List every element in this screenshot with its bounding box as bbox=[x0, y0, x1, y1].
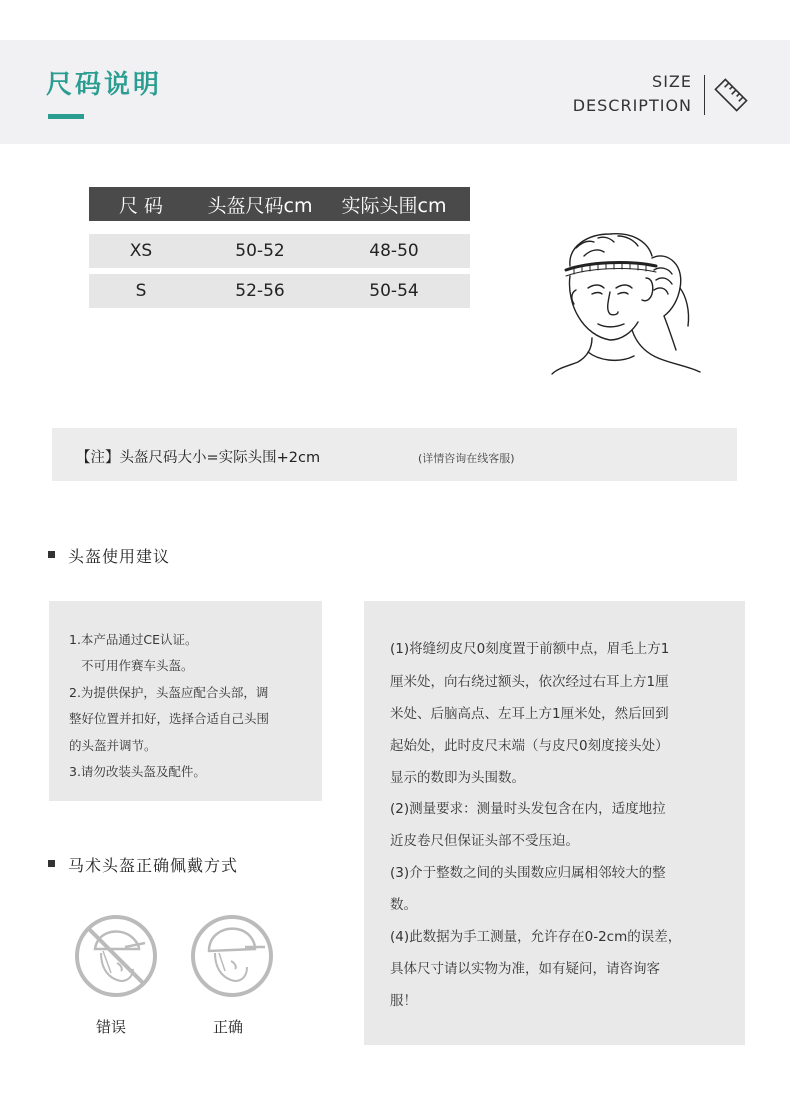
head-size-cell: 48-50 bbox=[369, 241, 419, 261]
section-bullet bbox=[48, 551, 55, 558]
page-title: 尺码说明 bbox=[46, 70, 163, 100]
correct-wearing-icon bbox=[189, 913, 275, 999]
measure-line: 数。 bbox=[390, 897, 417, 913]
title-underline bbox=[48, 114, 84, 119]
size-table-header bbox=[89, 187, 470, 221]
measure-line: (1)将缝纫皮尺0刻度置于前额中点，眉毛上方1 bbox=[390, 641, 670, 657]
usage-section-title: 头盔使用建议 bbox=[68, 547, 171, 566]
helmet-size-cell: 52-56 bbox=[235, 281, 285, 301]
wearing-section-title: 马术头盔正确佩戴方式 bbox=[68, 856, 239, 875]
measure-line: 近皮卷尺但保证头部不受压迫。 bbox=[390, 833, 579, 849]
usage-line: 3.请勿改装头盔及配件。 bbox=[69, 764, 206, 779]
measurement-instructions-box bbox=[364, 601, 745, 1045]
measure-line: (4)此数据为手工测量，允许存在0-2cm的误差， bbox=[390, 929, 682, 945]
measure-line: 厘米处，向右绕过额头，依次经过右耳上方1厘 bbox=[390, 674, 669, 690]
measure-line: 米处、后脑高点、左耳上方1厘米处，然后回到 bbox=[390, 706, 669, 722]
size-cell: XS bbox=[129, 241, 153, 261]
section-bullet bbox=[48, 860, 55, 867]
measure-line: 具体尺寸请以实物为准，如有疑问，请咨询客 bbox=[390, 961, 660, 977]
measure-line: 起始处，此时皮尺末端（与皮尺0刻度接头处） bbox=[390, 738, 669, 754]
wrong-wearing-icon bbox=[73, 913, 159, 999]
description-label: DESCRIPTION bbox=[572, 96, 692, 115]
table-row bbox=[89, 234, 470, 268]
measure-line: 服！ bbox=[390, 993, 417, 1009]
helmet-size-cell: 50-52 bbox=[235, 241, 285, 261]
correct-label: 正确 bbox=[213, 1018, 244, 1036]
size-note-sub: (详情咨询在线客服) bbox=[418, 452, 515, 465]
table-row bbox=[89, 274, 470, 308]
head-measurement-illustration bbox=[548, 226, 713, 376]
column-header-helmet-size: 头盔尺码cm bbox=[207, 194, 313, 217]
usage-line: 1.本产品通过CE认证。 bbox=[69, 632, 198, 647]
measure-line: (2)测量要求：测量时头发包含在内，适度地拉 bbox=[390, 801, 666, 817]
size-cell: S bbox=[135, 281, 147, 301]
usage-line: 整好位置并扣好，选择合适自己头围 bbox=[69, 711, 270, 726]
wrong-label: 错误 bbox=[96, 1018, 127, 1036]
usage-line: 的头盔并调节。 bbox=[69, 738, 157, 753]
column-header-head-size: 实际头围cm bbox=[341, 194, 447, 217]
usage-line: 不可用作赛车头盔。 bbox=[81, 658, 194, 673]
header-divider bbox=[704, 75, 705, 115]
column-header-size: 尺 码 bbox=[118, 194, 164, 217]
size-note: 【注】头盔尺码大小=实际头围+2cm bbox=[76, 450, 321, 466]
measure-line: 显示的数即为头围数。 bbox=[390, 770, 525, 786]
ruler-icon bbox=[712, 76, 750, 114]
head-size-cell: 50-54 bbox=[369, 281, 419, 301]
size-label: SIZE bbox=[652, 72, 692, 91]
usage-line: 2.为提供保护，头盔应配合头部，调 bbox=[69, 685, 269, 700]
measure-line: (3)介于整数之间的头围数应归属相邻较大的整 bbox=[390, 865, 666, 881]
